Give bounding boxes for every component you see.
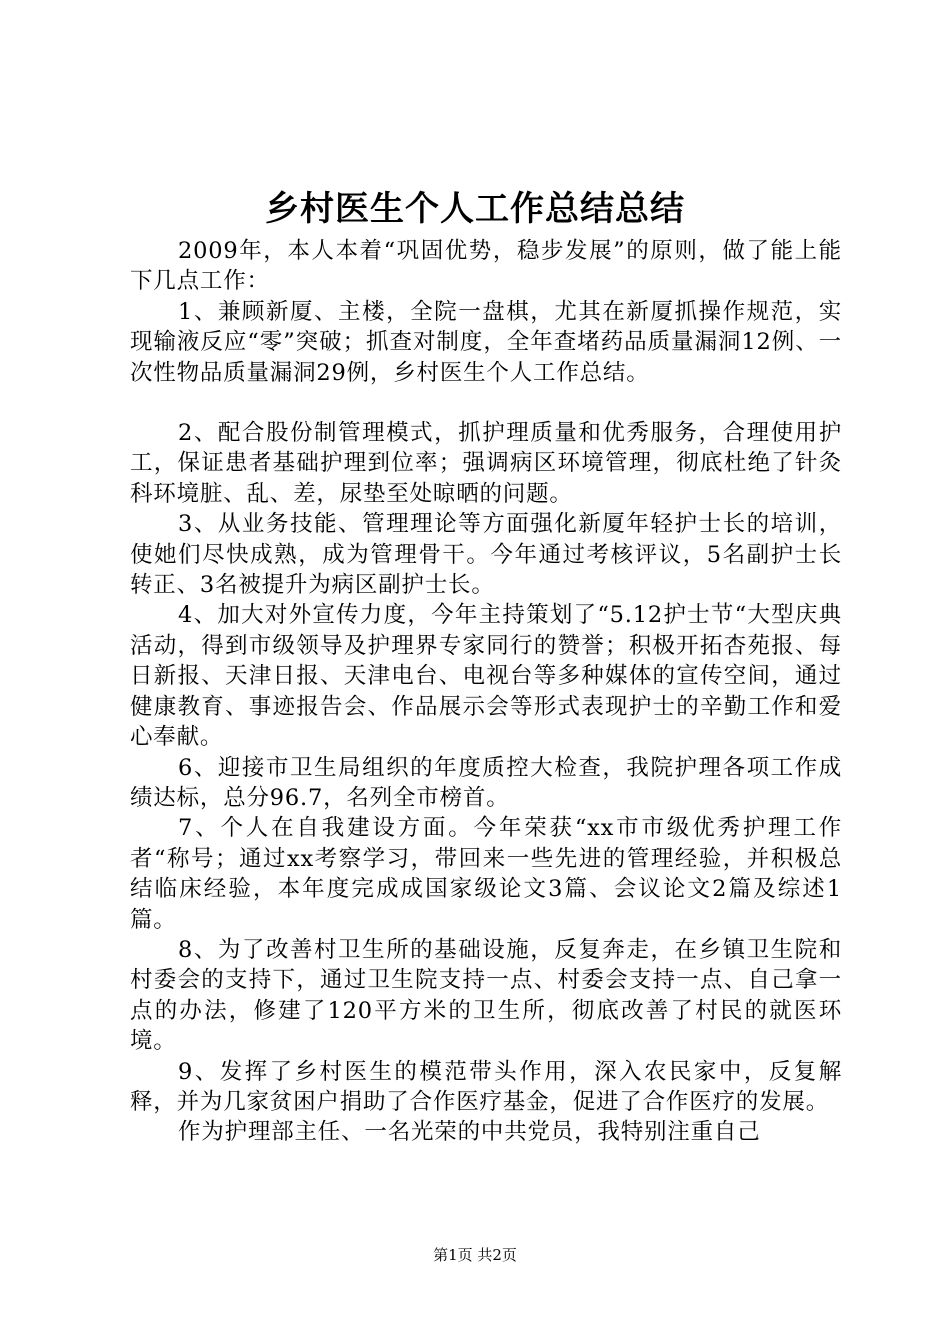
paragraph-item-1: 1、兼顾新厦、主楼，全院一盘棋，尤其在新厦抓操作规范，实现输液反应“零”突破；抓查对制度，全年查堵药品质量漏洞12例、一次性物品质量漏洞29例，乡村医生个人工作总结。 — [130, 298, 842, 386]
paragraph-item-4: 4、加大对外宣传力度，今年主持策划了“5.12护士节“大型庆典活动，得到市级领导及护理界专家同行的赞誉；积极开拓杏苑报、每日新报、天津日报、天津电台、电视台等多种媒体的宣传空间，通过健康教育、事迹报告会、作品展示会等形式表现护士的辛勤工作和爱心奉献。 — [130, 602, 842, 751]
paragraph-item-7: 7、个人在自我建设方面。今年荣获“xx市市级优秀护理工作者“称号；通过xx考察学习，带回来一些先进的管理经验，并积极总结临床经验，本年度完成成国家级论文3篇、会议论文2篇及综述1篇。 — [130, 815, 842, 933]
paragraph-item-2: 2、配合股份制管理模式，抓护理质量和优秀服务，合理使用护工，保证患者基础护理到位率；强调病区环境管理，彻底杜绝了针灸科环境脏、乱、差，尿垫至处晾晒的问题。 — [130, 420, 842, 507]
document-body — [130, 236, 842, 1148]
paragraph-item-8: 8、为了改善村卫生所的基础设施，反复奔走，在乡镇卫生院和村委会的支持下，通过卫生院支持一点、村委会支持一点、自己拿一点的办法，修建了120平方米的卫生所，彻底改善了村民的就医环境。 — [130, 936, 842, 1055]
page-footer: 第1页 共2页 — [433, 1246, 517, 1264]
paragraph-item-3: 3、从业务技能、管理理论等方面强化新厦年轻护士长的培训，使她们尽快成熟，成为管理骨干。今年通过考核评议，5名副护士长转正、3名被提升为病区副护士长。 — [130, 511, 842, 599]
paragraph-intro: 2009年，本人本着“巩固优势，稳步发展”的原则，做了能上能下几点工作： — [130, 238, 842, 295]
paragraph-item-9: 9、发挥了乡村医生的模范带头作用，深入农民家中，反复解释，并为几家贫困户捐助了合作医疗基金，促进了合作医疗的发展。 — [130, 1058, 842, 1115]
document-title: 乡村医生个人工作总结总结 — [265, 189, 685, 229]
paragraph-closing: 作为护理部主任、一名光荣的中共党员，我特别注重自己 — [178, 1119, 761, 1146]
paragraph-item-6: 6、迎接市卫生局组织的年度质控大检查，我院护理各项工作成绩达标，总分96.7，名列全市榜首。 — [130, 754, 842, 811]
